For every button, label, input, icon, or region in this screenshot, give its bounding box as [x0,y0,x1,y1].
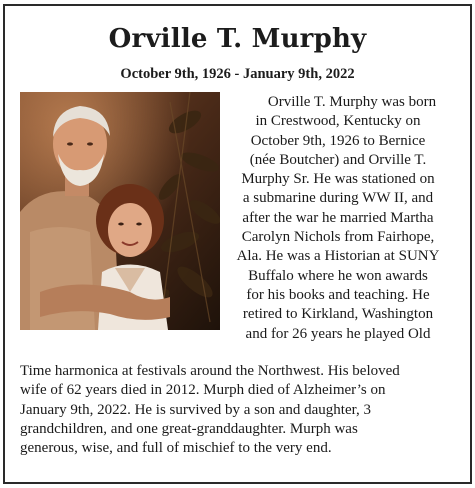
obituary-dates: October 9th, 1926 - January 9th, 2022 [120,66,355,82]
text-line: October 9th, 1926 to Bernice [250,132,426,149]
text-line: for his books and teaching. He [246,286,430,303]
obituary-frame [3,4,472,484]
text-line: generous, wise, and full of mischief to the very end. [20,440,332,457]
text-line: after the war he married Martha [242,209,434,226]
text-line: Ala. He was a Historian at SUNY [236,248,440,265]
text-line: January 9th, 2022. He is survived by a son and daughter, 3 [20,401,371,418]
text-line: Murphy Sr. He was stationed on [241,171,435,188]
text-line: and for 26 years he played Old [245,325,431,342]
obituary-name: Orville T. Murphy [108,24,367,54]
text-line: retired to Kirkland, Washington [242,306,434,323]
text-line: a submarine during WW II, and [242,190,434,207]
text-line: Time harmonica at festivals around the Northwest. His beloved [20,363,400,379]
couple-portrait-photo [20,92,220,330]
text-line: Carolyn Nichols from Fairhope, [241,229,435,246]
text-line: in Crestwood, Kentucky on [255,113,421,130]
text-line: (née Boutcher) and Orville T. [249,151,427,168]
text-line: Buffalo where he won awards [248,267,428,284]
obituary-text-wrapped [225,93,451,344]
text-line: grandchildren, and one great-granddaughter. Murph was [20,420,358,437]
obituary-text-full [20,362,460,458]
text-line: Orville T. Murphy was born [267,94,437,110]
text-line: wife of 62 years died in 2012. Murph died of Alzheimer’s on [20,382,386,399]
